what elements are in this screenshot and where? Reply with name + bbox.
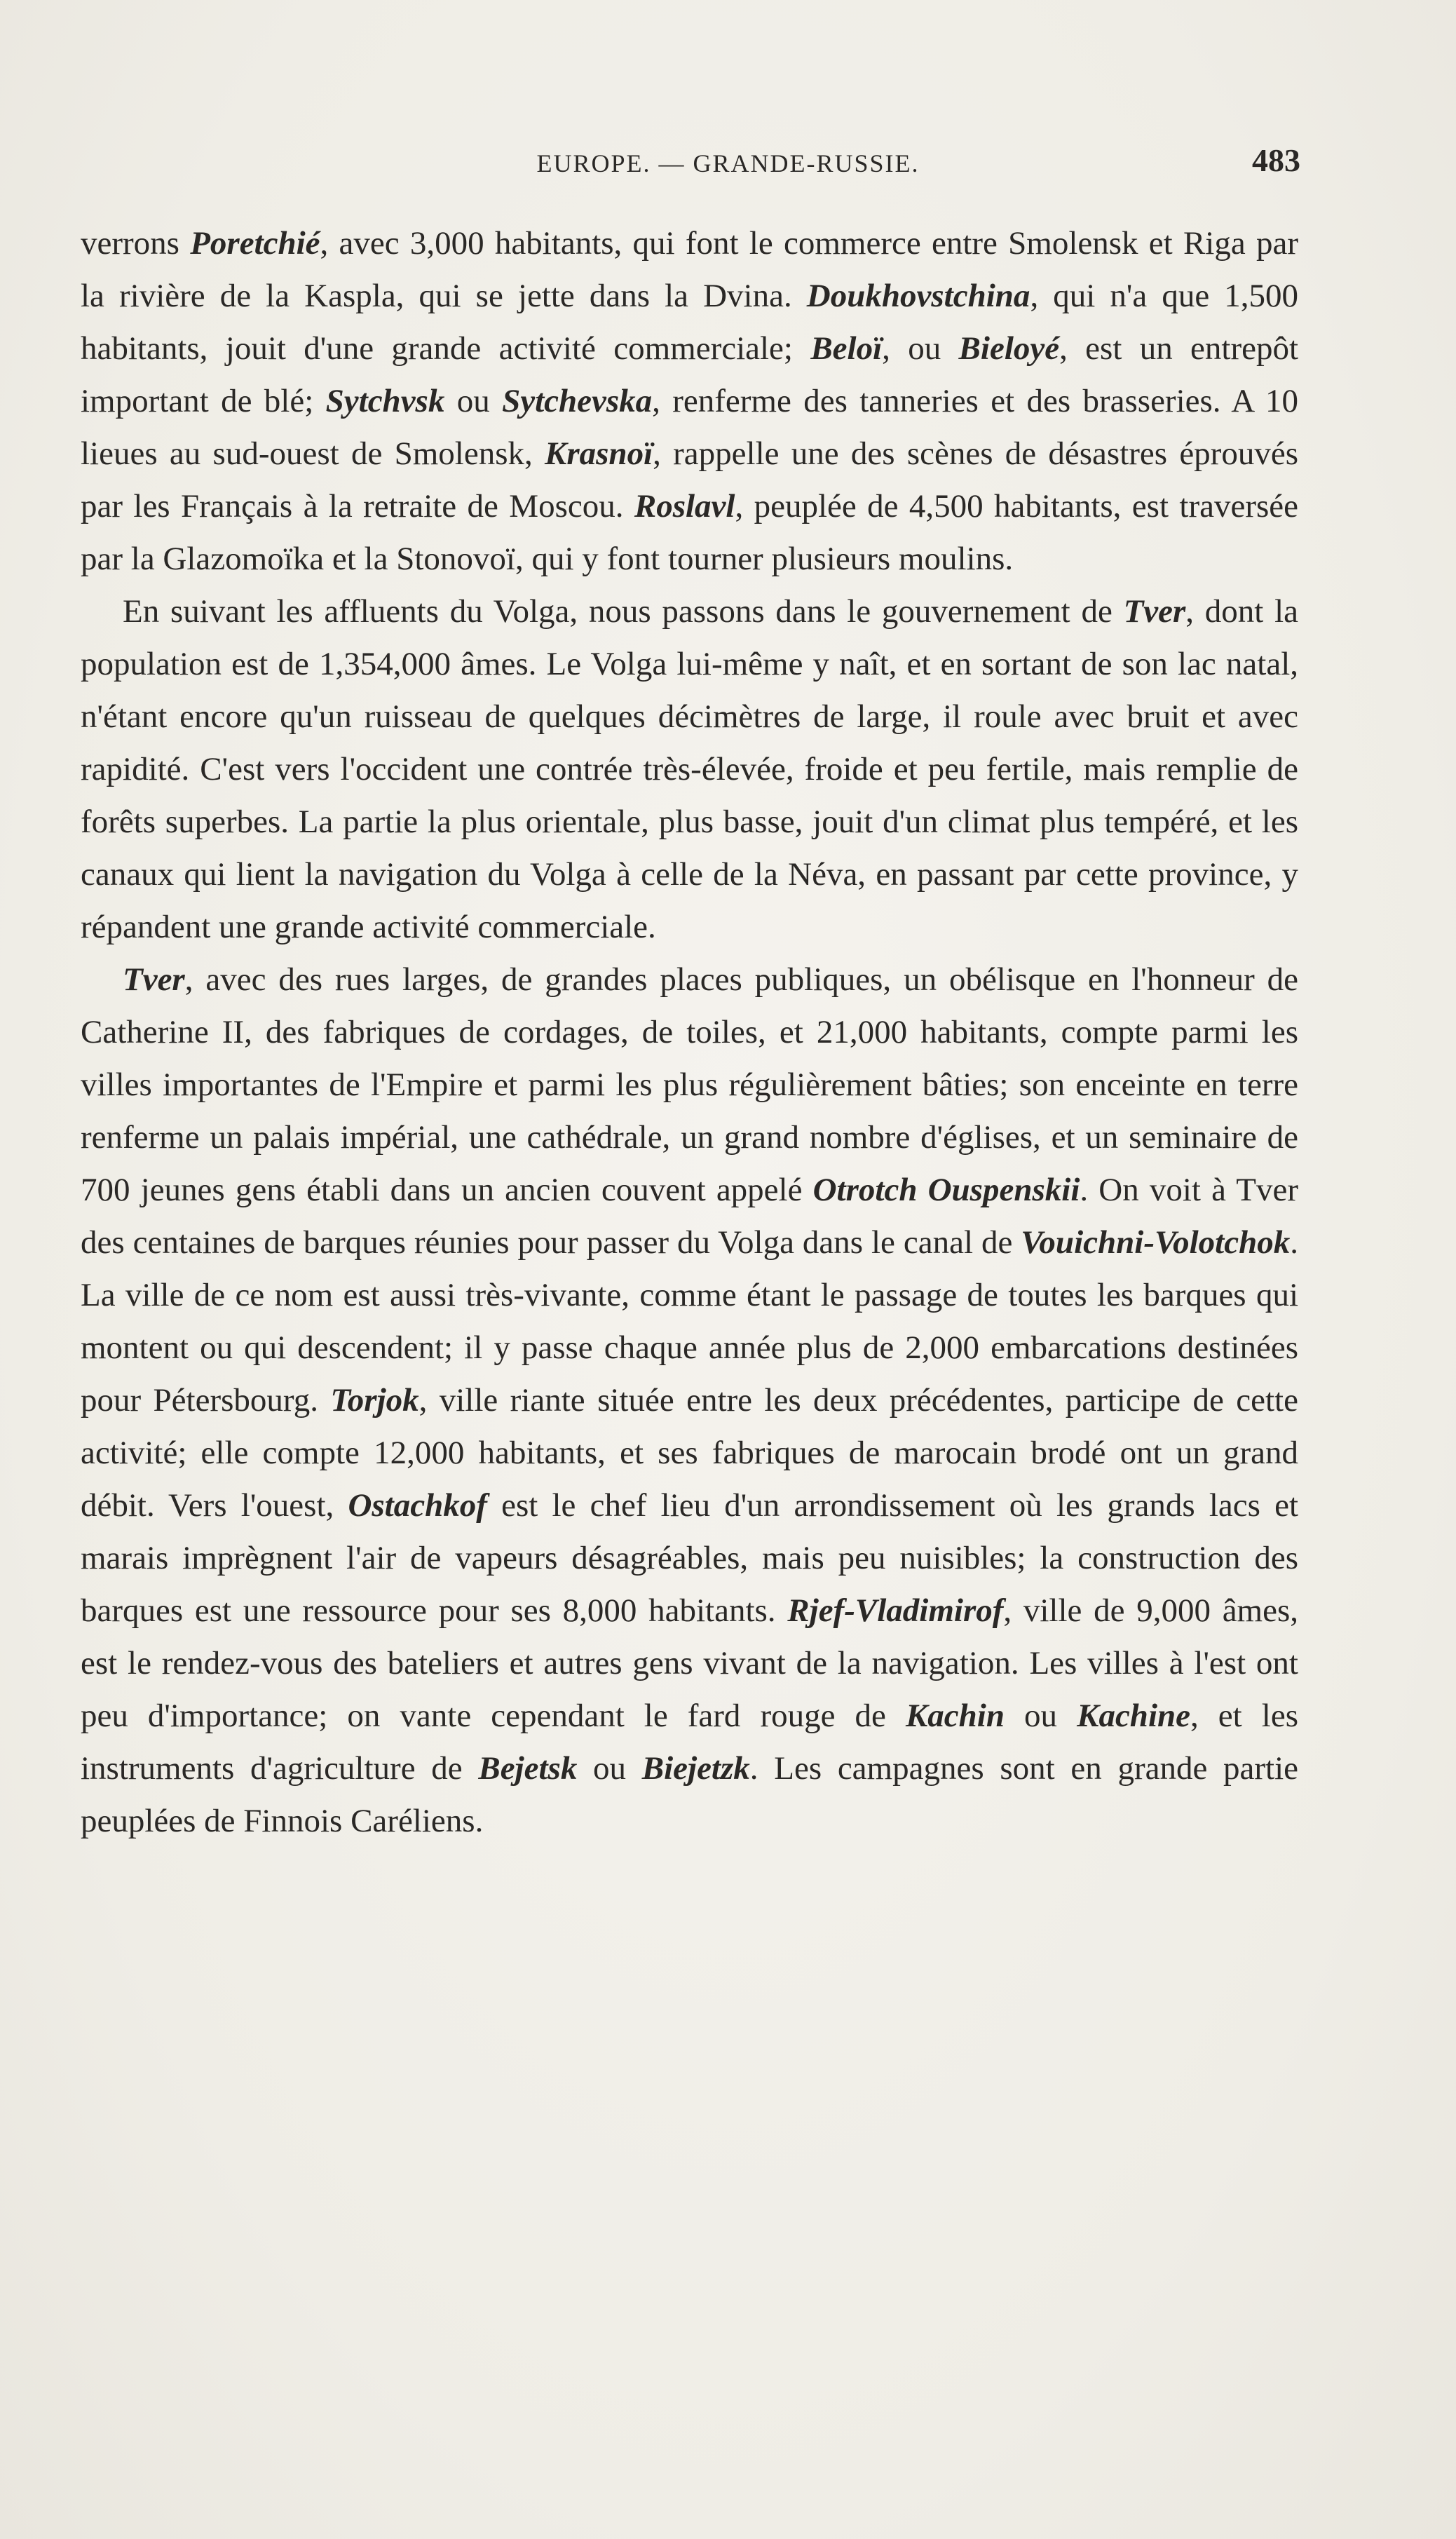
- place-name: Bieloyé: [958, 330, 1060, 367]
- text-run: ou: [1005, 1698, 1077, 1734]
- place-name: Ostachkof: [348, 1487, 487, 1524]
- place-name: Doukhovstchina: [806, 278, 1030, 314]
- text-run: . On voit à Tver des centaines de barques réunies pour passer du Volga dans le canal de: [81, 1172, 1298, 1261]
- text-run: ou: [577, 1750, 642, 1787]
- text-run: . Les campagnes sont en grande partie peuplées de Finnois Caréliens.: [81, 1750, 1299, 1839]
- place-name: Otrotch Ouspenskii: [812, 1172, 1080, 1208]
- place-name: Biejetzk: [641, 1750, 750, 1787]
- running-title: EUROPE. — GRANDE-RUSSIE.: [536, 149, 920, 177]
- place-name: Kachin: [905, 1698, 1005, 1734]
- place-name: Vouichni-Volotchok: [1021, 1224, 1291, 1261]
- text-run: , avec des rues larges, de grandes places publiques, un obélisque en l'honneur de Catherine II, des fabriques de cordages, de toiles, et 21,000 habitants, compte parmi les villes importantes de l'Empire et parmi les plus régulièrement bâties; son enceinte en terre renferme un palais impérial, une cathédrale, un grand nombre d'églises, et un seminaire de 700 jeunes gens établi dans un ancien couvent appelé: [81, 961, 1298, 1208]
- place-name: Roslavl: [634, 488, 735, 524]
- paragraph: [81, 217, 1298, 585]
- place-name: Poretchié: [190, 225, 320, 262]
- text-run: , ou: [882, 330, 959, 367]
- place-name: Rjef-Vladimirof: [787, 1592, 1004, 1629]
- text-run: , ville riante située entre les deux précédentes, participe de cette activité; elle compte 12,000 habitants, et ses fabriques de marocain brodé ont un grand débit. Vers l'ouest,: [81, 1382, 1298, 1524]
- text-run: , peuplée de 4,500 habitants, est traversée par la Glazomoïka et la Stonovoï, qui y font tourner plusieurs moulins.: [81, 488, 1298, 577]
- text-run: . La ville de ce nom est aussi très-vivante, comme étant le passage de toutes les barques qui montent ou qui descendent; il y passe chaque année plus de 2,000 embarcations destinées pour Pétersbourg.: [81, 1224, 1298, 1419]
- text-run: , est un entrepôt important de blé;: [81, 330, 1299, 419]
- place-name: Tver: [123, 961, 185, 998]
- place-name: Sytchevska: [502, 383, 653, 419]
- text-run: , qui n'a que 1,500 habitants, jouit d'une grande activité commerciale;: [81, 278, 1299, 367]
- text-run: , renferme des tanneries et des brasseries. A 10 lieues au sud-ouest de Smolensk,: [81, 383, 1299, 472]
- paragraph: [81, 954, 1298, 1848]
- text-run: , ville de 9,000 âmes, est le rendez-vous des bateliers et autres gens vivant de la navigation. Les villes à l'est ont peu d'importance; on vante cependant le fard rouge de: [81, 1592, 1299, 1734]
- place-name: Kachine: [1077, 1698, 1191, 1734]
- body-text: [81, 217, 1298, 1848]
- place-name: Torjok: [330, 1382, 419, 1419]
- paragraph: [81, 585, 1298, 954]
- running-head: [0, 139, 1456, 181]
- text-run: , rappelle une des scènes de désastres éprouvés par les Français à la retraite de Moscou.: [81, 435, 1298, 524]
- text-run: ou: [444, 383, 503, 419]
- place-name: Bejetsk: [478, 1750, 578, 1787]
- text-run: En suivant les affluents du Volga, nous passons dans le gouvernement de: [123, 593, 1124, 630]
- text-run: , avec 3,000 habitants, qui font le commerce entre Smolensk et Riga par la rivière de la Kaspla, qui se jette dans la Dvina.: [81, 225, 1298, 314]
- text-run: , dont la population est de 1,354,000 âmes. Le Volga lui-même y naît, et en sortant de son lac natal, n'étant encore qu'un ruisseau de quelques décimètres de large, il roule avec bruit et avec rapidité. C'est vers l'occident une contrée très-élevée, froide et peu fertile, mais remplie de forêts superbes. La partie la plus orientale, plus basse, jouit d'un climat plus tempéré, et les canaux qui lient la navigation du Volga à celle de la Néva, en passant par cette province, y répandent une grande activité commerciale.: [81, 593, 1298, 945]
- place-name: Krasnoï: [545, 435, 653, 472]
- place-name: Tver: [1123, 593, 1186, 630]
- text-run: , et les instruments d'agriculture de: [81, 1698, 1298, 1787]
- text-run: est le chef lieu d'un arrondissement où les grands lacs et marais imprègnent l'air de vapeurs désagréables, mais peu nuisibles; la construction des barques est une ressource pour ses 8,000 habitants.: [81, 1487, 1298, 1629]
- place-name: Beloï: [810, 330, 883, 367]
- page-number: 483: [1252, 142, 1300, 178]
- text-run: verrons: [81, 225, 191, 262]
- place-name: Sytchvsk: [325, 383, 445, 419]
